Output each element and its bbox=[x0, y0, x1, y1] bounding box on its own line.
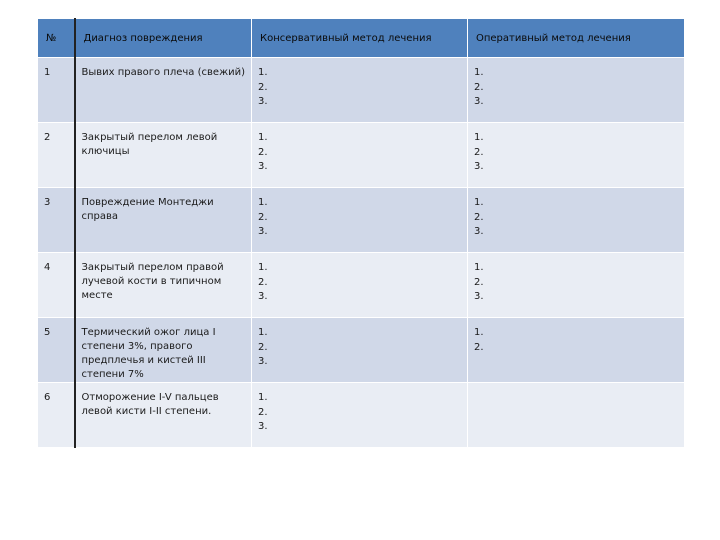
list-item: 3. bbox=[258, 291, 268, 302]
diagnosis-text: Закрытый перелом левой ключицы bbox=[81, 132, 218, 157]
list-item: 3. bbox=[474, 96, 484, 107]
header-diagnosis: Диагноз повреждения bbox=[75, 19, 252, 58]
table-row bbox=[38, 188, 685, 253]
diagnosis-text: Повреждение Монтеджи справа bbox=[81, 197, 214, 222]
table-body bbox=[38, 58, 685, 448]
list-item: 3. bbox=[258, 421, 268, 432]
list-item: 1. bbox=[258, 197, 268, 208]
row-number-cell bbox=[38, 188, 75, 253]
row-number: 4 bbox=[44, 262, 51, 273]
operative-list bbox=[474, 196, 680, 240]
diagnosis-cell bbox=[75, 318, 252, 383]
header-conservative: Консервативный метод лечения bbox=[252, 19, 468, 58]
treatment-table bbox=[37, 18, 685, 448]
conservative-cell bbox=[252, 318, 468, 383]
list-item: 1. bbox=[258, 327, 268, 338]
conservative-list bbox=[258, 326, 463, 370]
row-number-cell bbox=[38, 383, 75, 448]
list-item: 1. bbox=[258, 67, 268, 78]
list-item: 2. bbox=[258, 146, 268, 158]
list-item: 1. bbox=[258, 392, 268, 403]
table-row bbox=[38, 318, 685, 383]
row-number-cell bbox=[38, 253, 75, 318]
diagnosis-cell bbox=[75, 253, 252, 318]
list-item: 2. bbox=[258, 276, 268, 288]
table-row bbox=[38, 383, 685, 448]
row-number-cell bbox=[38, 123, 75, 188]
conservative-cell bbox=[252, 253, 468, 318]
header-row bbox=[38, 19, 685, 58]
operative-cell bbox=[468, 188, 685, 253]
diagnosis-cell bbox=[75, 383, 252, 448]
operative-list bbox=[474, 131, 680, 175]
row-number-cell bbox=[38, 58, 75, 123]
row-number-cell bbox=[38, 318, 75, 383]
row-number: 1 bbox=[44, 67, 51, 78]
row-number: 3 bbox=[44, 197, 51, 208]
conservative-cell bbox=[252, 123, 468, 188]
list-item: 2. bbox=[258, 81, 268, 93]
conservative-list bbox=[258, 196, 463, 240]
row-number: 5 bbox=[44, 327, 51, 338]
operative-list bbox=[474, 66, 680, 110]
row-number: 6 bbox=[44, 392, 51, 403]
operative-list bbox=[474, 326, 680, 355]
operative-cell bbox=[468, 58, 685, 123]
conservative-list bbox=[258, 66, 463, 110]
diagnosis-text: Термический ожог лица I степени 3%, правого предплечья и кистей III степени 7% bbox=[81, 327, 216, 380]
list-item: 1. bbox=[474, 327, 484, 338]
list-item: 2. bbox=[474, 211, 484, 223]
diagnosis-text: Закрытый перелом правой лучевой кости в типичном месте bbox=[81, 262, 224, 301]
list-item: 2. bbox=[474, 81, 484, 93]
table-row bbox=[38, 123, 685, 188]
list-item: 3. bbox=[258, 96, 268, 107]
conservative-cell bbox=[252, 383, 468, 448]
operative-cell bbox=[468, 383, 685, 448]
header-number: № bbox=[38, 19, 75, 58]
header-operative: Оперативный метод лечения bbox=[468, 19, 685, 58]
list-item: 3. bbox=[474, 226, 484, 237]
row-number: 2 bbox=[44, 132, 51, 143]
diagnosis-cell bbox=[75, 188, 252, 253]
operative-cell bbox=[468, 253, 685, 318]
list-item: 2. bbox=[474, 341, 484, 353]
diagnosis-text: Отморожение I-V пальцев левой кисти I-II степени. bbox=[81, 392, 219, 417]
list-item: 1. bbox=[258, 262, 268, 273]
table-row bbox=[38, 253, 685, 318]
conservative-list bbox=[258, 131, 463, 175]
conservative-list bbox=[258, 261, 463, 305]
operative-list bbox=[474, 261, 680, 305]
list-item: 2. bbox=[474, 146, 484, 158]
list-item: 2. bbox=[258, 406, 268, 418]
list-item: 1. bbox=[474, 67, 484, 78]
list-item: 3. bbox=[258, 356, 268, 367]
list-item: 2. bbox=[258, 341, 268, 353]
list-item: 3. bbox=[258, 161, 268, 172]
list-item: 3. bbox=[474, 161, 484, 172]
list-item: 1. bbox=[474, 197, 484, 208]
list-item: 1. bbox=[258, 132, 268, 143]
diagnosis-text: Вывих правого плеча (свежий) bbox=[81, 67, 245, 78]
conservative-cell bbox=[252, 188, 468, 253]
conservative-cell bbox=[252, 58, 468, 123]
conservative-list bbox=[258, 391, 463, 435]
operative-cell bbox=[468, 318, 685, 383]
table-row bbox=[38, 58, 685, 123]
list-item: 1. bbox=[474, 262, 484, 273]
list-item: 2. bbox=[474, 276, 484, 288]
list-item: 2. bbox=[258, 211, 268, 223]
list-item: 1. bbox=[474, 132, 484, 143]
operative-cell bbox=[468, 123, 685, 188]
diagnosis-cell bbox=[75, 123, 252, 188]
list-item: 3. bbox=[474, 291, 484, 302]
list-item: 3. bbox=[258, 226, 268, 237]
diagnosis-cell bbox=[75, 58, 252, 123]
